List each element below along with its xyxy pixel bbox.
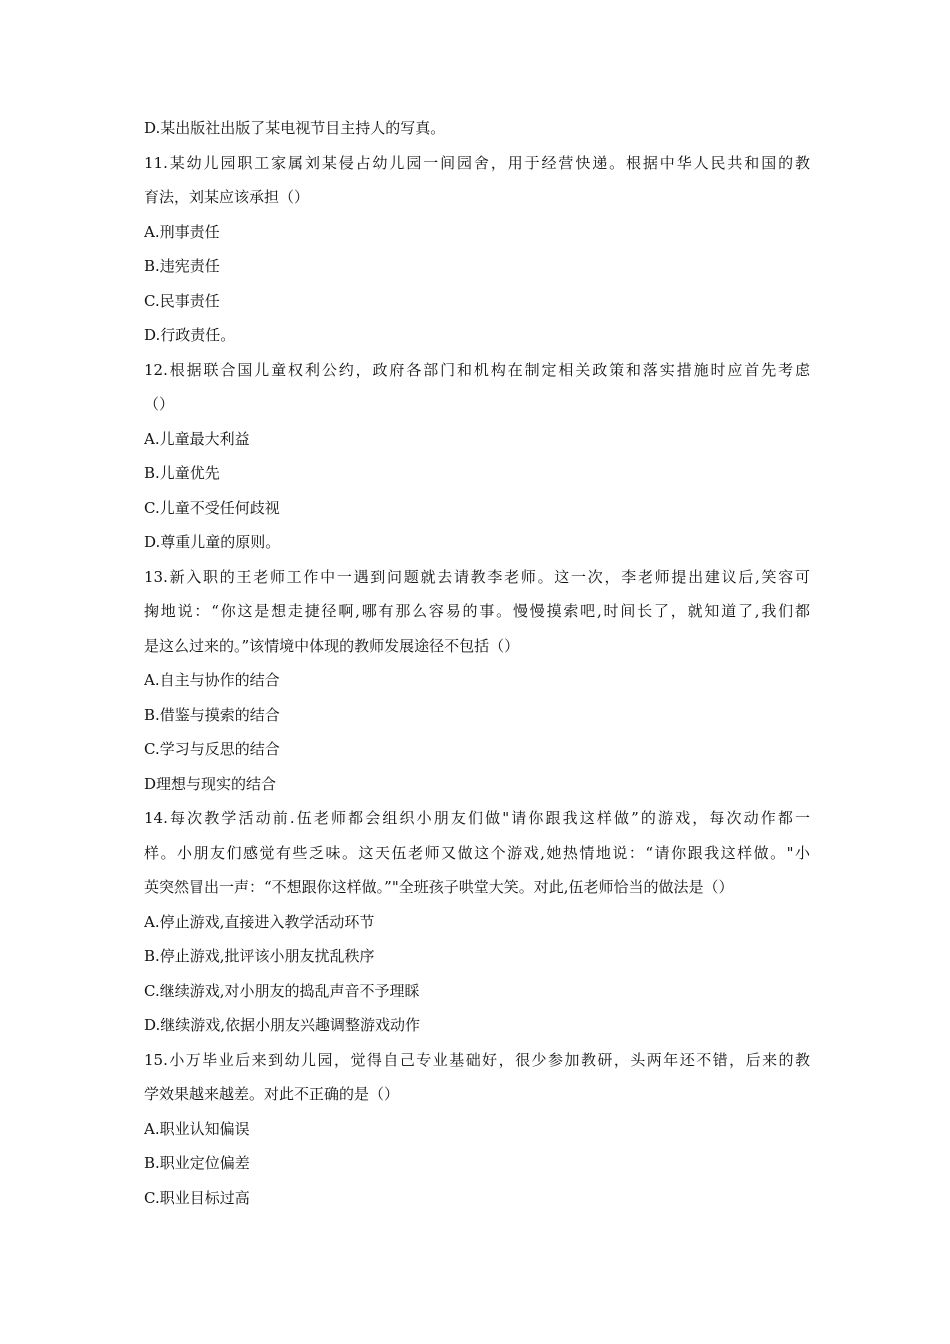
document-content <box>144 111 810 1215</box>
question-stem-line: 14.每次教学活动前.伍老师都会组织小朋友们做"请你跟我这样做”的游戏，每次动作都一 <box>144 809 810 827</box>
question-stem-line: 是这么过来的。”该情境中体现的教师发展途径不包括（） <box>144 636 520 655</box>
question-stem-line: 12.根据联合国儿童权利公约，政府各部门和机构在制定相关政策和落实措施时应首先考虑 <box>144 360 810 379</box>
question-stem-line: 11.某幼儿园职工家属刘某侵占幼儿园一间园舍，用于经营快递。根据中华人民共和国的教 <box>144 153 810 172</box>
option-text: A.儿童最大利益 <box>144 429 250 448</box>
option-text: C.学习与反思的结合 <box>144 740 280 758</box>
option-text: A.职业认知偏误 <box>144 1119 250 1138</box>
question-stem-line: （） <box>144 395 175 413</box>
question-stem-line: 15.小万毕业后来到幼儿园，觉得自己专业基础好，很少参加教研，头两年还不错，后来的教 <box>144 1050 810 1069</box>
option-text: D理想与现实的结合 <box>144 774 277 793</box>
option-text: D.继续游戏,依据小朋友兴趣调整游戏动作 <box>144 1016 421 1034</box>
question-stem-line: 育法，刘某应该承担（） <box>144 188 310 206</box>
option-text: C.儿童不受任何歧视 <box>144 498 280 517</box>
option-text: D.尊重儿童的原则。 <box>144 533 281 551</box>
option-text: B.儿童优先 <box>144 464 220 482</box>
option-text: C.职业目标过高 <box>144 1188 250 1207</box>
option-text: A.自主与协作的结合 <box>144 671 280 689</box>
option-text: D.某出版社出版了某电视节目主持人的写真。 <box>144 119 446 137</box>
question-stem-line: 英突然冒出一声：“不想跟你这样做。”"全班孩子哄堂大笑。对此,伍老师恰当的做法是（） <box>144 878 734 896</box>
option-text: B.职业定位偏差 <box>144 1154 250 1172</box>
question-stem-line: 样。小朋友们感觉有些乏味。这天伍老师又做这个游戏,她热情地说：“请你跟我这样做。"小 <box>144 843 810 862</box>
option-text: B.违宪责任 <box>144 257 220 275</box>
option-text: A.停止游戏,直接进入教学活动环节 <box>144 912 375 931</box>
option-text: D.行政责任。 <box>144 326 236 344</box>
option-text: C.民事责任 <box>144 291 220 310</box>
option-text: A.刑事责任 <box>144 222 220 241</box>
option-text: C.继续游戏,对小朋友的捣乱声音不予理睬 <box>144 981 420 1000</box>
option-text: B.停止游戏,批评该小朋友扰乱秩序 <box>144 947 375 965</box>
option-text: B.借鉴与摸索的结合 <box>144 705 280 724</box>
question-stem-line: 13.新入职的王老师工作中一遇到问题就去请教李老师。这一次，李老师提出建议后,笑容可 <box>144 567 810 586</box>
question-stem-line: 学效果越来越差。对此不正确的是（） <box>144 1085 400 1103</box>
question-stem-line: 掬地说：“你这是想走捷径啊,哪有那么容易的事。慢慢摸索吧,时间长了，就知道了,我们都 <box>144 602 810 620</box>
